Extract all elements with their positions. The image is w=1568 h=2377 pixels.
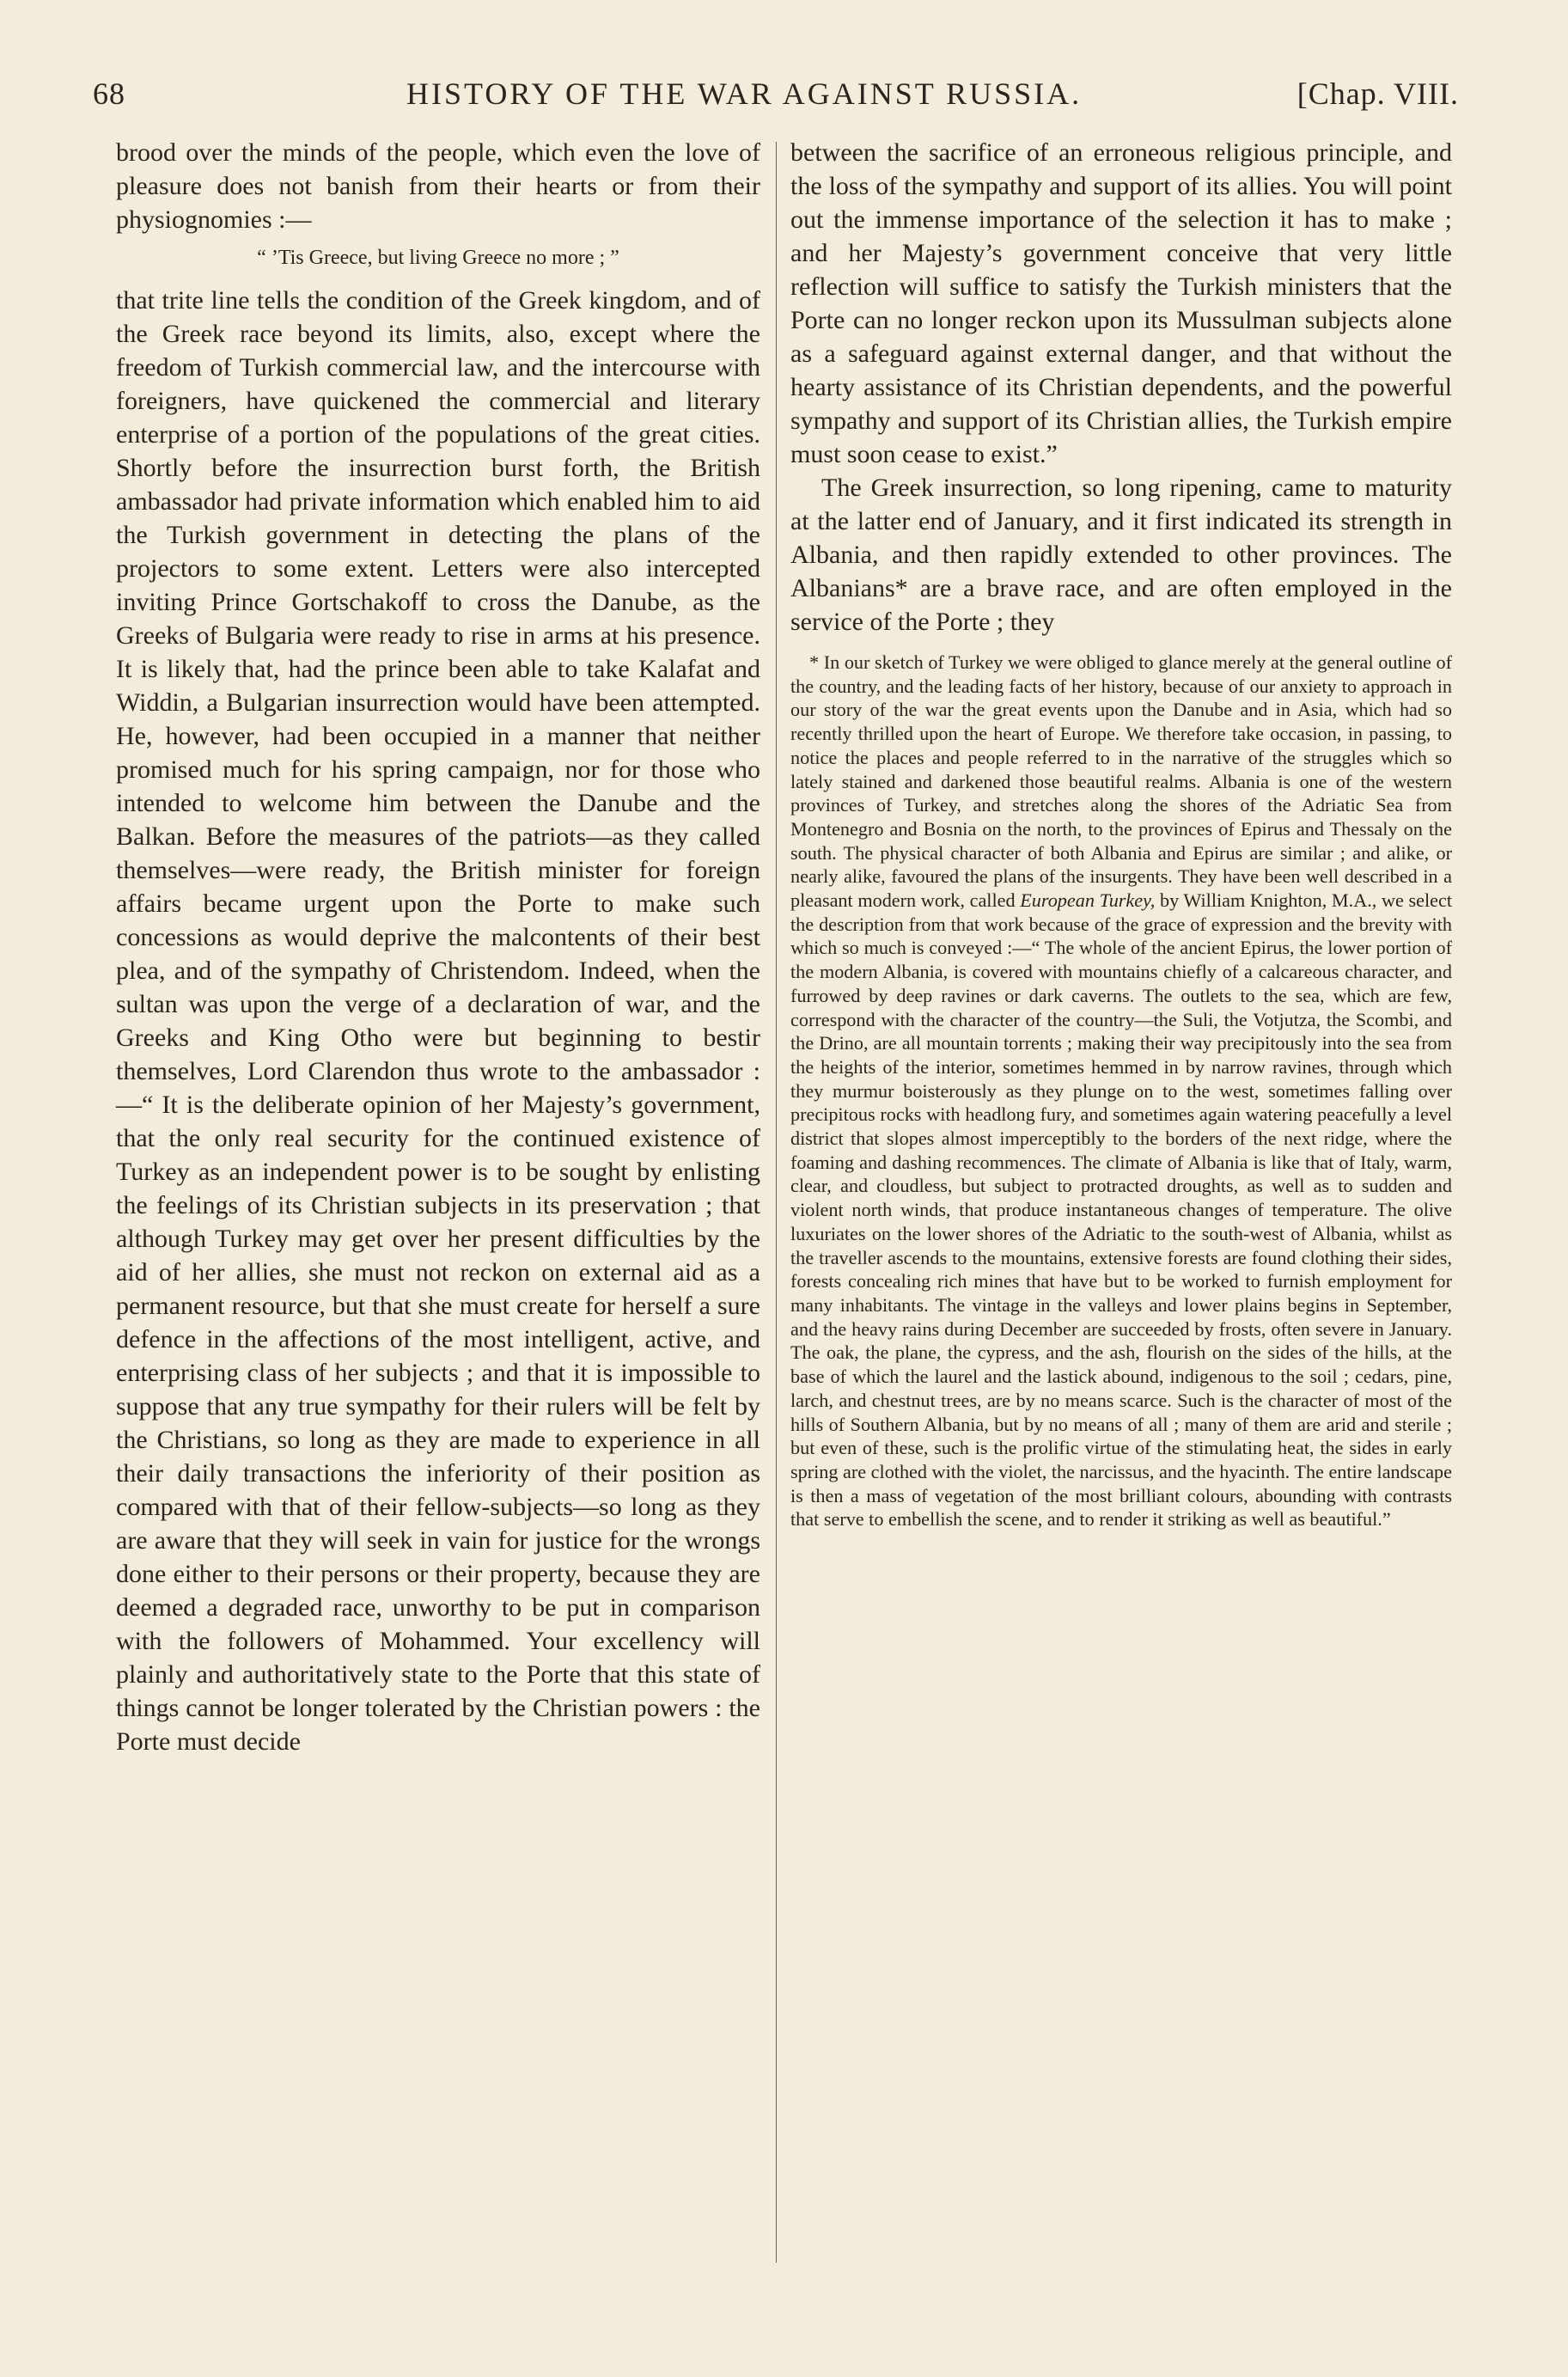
left-paragraph-1: brood over the minds of the people, which even the love of pleasure does not banish from their hearts or from their physiognomies :— — [116, 138, 760, 234]
verse-quote: “ ’Tis Greece, but living Greece no more ; ” — [257, 247, 619, 269]
footnote — [790, 651, 1452, 1531]
footnote-text-2: by William Knighton, M.A., we select the description from that work because of the grace of expression and the brevity with which so much is conveyed :—“ The whole of the ancient Epirus, the lower portion of the modern Albania, is covered with mountains chiefly of a calcareous character, and furrowed by deep ravines or dark caverns. The outlets to the sea, which are few, correspond with the character of the country—the Suli, the Votjutza, the Scombi, and the Drino, are all mountain torrents ; making their way precipitously into the sea from the heights of the interior, sometimes hemmed in by narrow ravines, through which they murmur boisterously as they plunge on to the west, sometimes falling over precipitous rocks with headlong fury, and sometimes again watering peacefully a level district that slopes almost imperceptibly to the borders of the next ridge, where the foaming and dashing recommences. The climate of Albania is like that of Italy, warm, clear, and cloudless, but subject to protracted droughts, as well as to sudden and violent north winds, that produce instantaneous changes of temperature. The olive luxuriates on the lower shores of the Adriatic to the south-west of Albania, whilst as the traveller ascends to the mountains, extensive forests are found clothing their sides, forests concealing rich mines that have but to be worked to furnish employment for many inhabitants. The vintage in the valleys and lower plains begins in September, and the heavy rains during December are succeeded by frosts, often severe in January. The oak, the plane, the cypress, and the ash, flourish on the sides of the hills, at the base of which the laurel and the lastick abound, indigenous to the soil ; cedars, pine, larch, and chestnut trees, are by no means scarce. Such is the character of most of the hills of Southern Albania, but by no means of all ; many of them are arid and sterile ; but even of these, such is the prolific virtue of the stimulating heat, the sides in early spring are clothed with the violet, the narcissus, and the hyacinth. The entire landscape is then a mass of vegetation of the most brilliant colours, abounding with contrasts that serve to embellish the scene, and to render it striking as well as beautiful.” — [790, 889, 1453, 1531]
page-header — [93, 67, 1459, 119]
chapter-label: [Chap. VIII. — [1296, 76, 1459, 111]
footnote-text-1: * In our sketch of Turkey we were obliged to glance merely at the general outline of the country, and the leading facts of her history, because of our anxiety to approach in our story of the war the great events upon the Danube and in Asia, which had so recently thrilled upon the heart of Europe. We therefore take occasion, in passing, to notice the places and people referred to in the narrative of the struggles which so lately stained and darkened those beautiful realms. Albania is one of the western provinces of Turkey, and stretches along the shores of the Adriatic Sea from Montenegro and Bosnia on the north, to the provinces of Epirus and Thessaly on the south. The physical character of both Albania and Epirus are similar ; and alike, or nearly alike, favoured the plans of the insurgents. They have been well described in a pleasant modern work, called — [790, 651, 1452, 912]
right-paragraph-1: between the sacrifice of an erroneous religious principle, and the loss of the sympathy and support of its allies. You will point out the immense importance of the selection it has to make ; and her Majesty’s government conceive that very little reflection will suffice to satisfy the Turkish ministers that the Porte can no longer reckon upon its Mussulman subjects alone as a safeguard against external danger, and that without the hearty assistance of its Christian dependents, and the powerful sympathy and support of its Christian allies, the Turkish empire must soon cease to exist.” — [790, 138, 1452, 468]
footnote-book-title: European Turkey, — [1020, 889, 1156, 912]
right-column — [790, 136, 1452, 1531]
left-paragraph-2: that trite line tells the condition of the Greek kingdom, and of the Greek race beyond its limits, also, except where the freedom of Turkish commercial law, and the intercourse with foreigners, have quickened the commercial and literary enterprise of a portion of the populations of the great cities. Shortly before the insurrection burst forth, the British ambassador had private information which enabled him to aid the Turkish government in detecting the plans of the projectors to some extent. Letters were also intercepted inviting Prince Gortschakoff to cross the Danube, as the Greeks of Bulgaria were ready to rise in arms at his presence. It is likely that, had the prince been able to take Kalafat and Widdin, a Bulgarian insurrection would have been attempted. He, however, had been occupied in a manner that neither promised much for his spring campaign, nor for those who intended to welcome him between the Danube and the Balkan. Before the measures of the patriots—as they called themselves—were ready, the British minister for foreign affairs became urgent upon the Porte to make such concessions as would deprive the malcontents of their best plea, and of the sympathy of Christendom. Indeed, when the sultan was upon the verge of a declaration of war, and the Greeks and King Otho were but beginning to bestir themselves, Lord Clarendon thus wrote to the ambassador :—“ It is the deliberate opinion of her Majesty’s government, that the only real security for the continued existence of Turkey as an independent power is to be sought by enlisting the feelings of its Christian subjects in its preservation ; that although Turkey may get over her present difficulties by the aid of her allies, she must not reckon on external aid as a permanent resource, but that she must create for herself a sure defence in the affections of the most intelligent, active, and enterprising class of her subjects ; and that it is impossible to suppose that any true sympathy for their rulers will be felt by the Christians, so long as they are made to experience in all their daily transactions the inferiority of their position as compared with that of their fellow-subjects—so long as they are aware that they will seek in vain for justice for the wrongs done either to their persons or their property, because they are deemed a degraded race, unworthy to be put in comparison with the followers of Mohammed. Your excellency will plainly and authoritatively state to the Porte that this state of things cannot be longer tolerated by the Christian powers : the Porte must decide — [116, 286, 760, 1757]
running-title: HISTORY OF THE WAR AGAINST RUSSIA. — [406, 76, 1083, 111]
left-column — [116, 136, 760, 1758]
right-paragraph-2: The Greek insurrection, so long ripening, came to maturity at the latter end of January, and it first indicated its strength in Albania, and then rapidly extended to other provinces. The Albanians* are a brave race, and are often employed in the service of the Porte ; they — [790, 474, 1452, 636]
page-number: 68 — [93, 76, 125, 111]
column-divider — [776, 142, 777, 2263]
